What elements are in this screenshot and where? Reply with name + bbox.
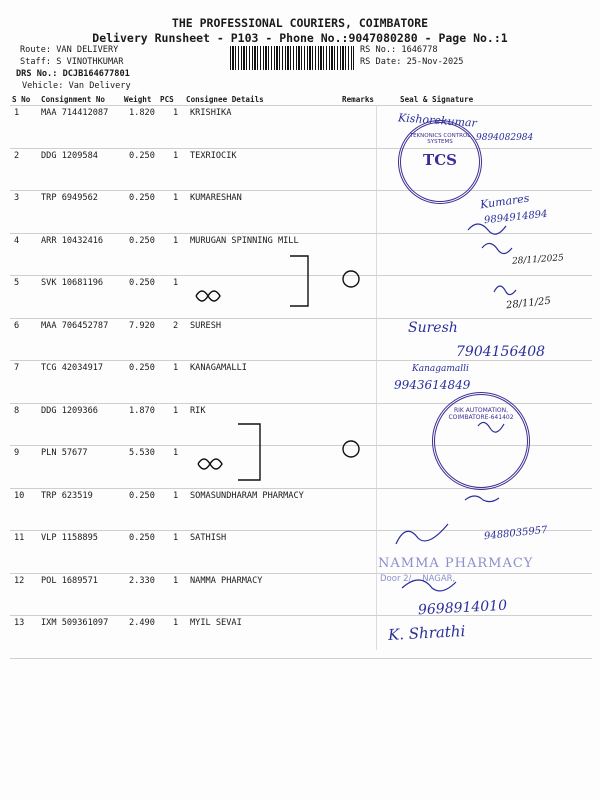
cell-weight: 0.250: [129, 278, 155, 288]
cell-consignee: NAMMA PHARMACY: [190, 575, 263, 586]
handwritten-name: Suresh: [408, 320, 458, 336]
cell-consignment: VLP 1158895: [41, 533, 98, 543]
cell-weight: 0.250: [129, 533, 155, 543]
cell-consignment: MAA 706452787: [41, 320, 109, 331]
cell-consignment: MAA 714412087: [41, 108, 109, 118]
row-rule: [10, 148, 592, 149]
cell-consignee: KRISHIKA: [190, 108, 232, 118]
vehicle-label: Vehicle: Van Delivery: [22, 81, 131, 91]
cell-pcs: 1: [173, 533, 179, 543]
signature-mark: [396, 524, 448, 544]
handwritten-name: Kishorekumar: [397, 111, 478, 130]
circle-mark: [343, 271, 359, 287]
header-rule: [10, 105, 592, 106]
runsheet-title: THE PROFESSIONAL COURIERS, COIMBATORE: [171, 16, 429, 30]
rs-date-label: RS Date: 25-Nov-2025: [360, 57, 464, 67]
tcs-stamp-text: TEKNONICS CONTROL SYSTEMS: [409, 133, 471, 145]
cell-weight: 7.920: [129, 320, 155, 331]
cell-consignment: TRP 6949562: [41, 193, 98, 203]
cell-pcs: 1: [173, 235, 179, 246]
cell-consignee: MURUGAN SPINNING MILL: [190, 235, 299, 246]
cell-sno: 6: [14, 320, 20, 331]
cell-sno: 13: [14, 618, 25, 628]
cell-weight: 0.250: [129, 363, 155, 373]
row-rule: [10, 658, 592, 659]
handwritten-phone: 9698914010: [417, 597, 508, 619]
pharmacy-stamp-address: Door 2/... NAGAR,: [380, 574, 456, 584]
cell-sno: 8: [14, 405, 20, 416]
loop-mark: [196, 291, 220, 301]
cell-weight: 2.490: [129, 618, 155, 628]
route-label: Route: VAN DELIVERY: [20, 45, 119, 55]
cell-weight: 1.870: [129, 405, 155, 416]
col-remarks: Remarks: [342, 95, 375, 104]
signature-mark: [465, 496, 499, 502]
handwritten-phone: 9488035957: [483, 524, 549, 543]
cell-consignment: PLN 57677: [41, 448, 88, 458]
cell-weight: 5.530: [129, 448, 155, 458]
handwritten-name: K. Shrathi: [387, 621, 466, 645]
cell-consignment: DDG 1209366: [41, 405, 98, 416]
cell-sno: 11: [14, 533, 25, 543]
pharmacy-stamp-name: NAMMA PHARMACY: [378, 556, 534, 571]
cell-weight: 2.330: [129, 575, 155, 586]
handwritten-phone: 7904156408: [456, 344, 546, 360]
cell-sno: 5: [14, 278, 20, 288]
cell-sno: 7: [14, 363, 20, 373]
cell-sno: 9: [14, 448, 20, 458]
cell-consignment: POL 1689571: [41, 575, 98, 586]
cell-weight: 0.250: [129, 150, 155, 161]
row-rule: [10, 233, 592, 234]
cell-pcs: 1: [173, 108, 179, 118]
staff-label: Staff: S VINOTHKUMAR: [20, 57, 124, 67]
cell-pcs: 1: [173, 448, 179, 458]
col-pcs: PCS: [160, 95, 174, 104]
cell-sno: 1: [14, 108, 20, 118]
cell-weight: 0.250: [129, 193, 155, 203]
signature-mark: [482, 243, 512, 253]
cell-weight: 1.820: [129, 108, 155, 118]
col-sno: S No: [12, 95, 31, 104]
handwritten-name: Kanagamalli: [412, 364, 469, 374]
cell-pcs: 1: [173, 150, 179, 161]
row-rule: [10, 573, 592, 574]
loop-mark: [198, 459, 222, 469]
cell-pcs: 1: [173, 363, 179, 373]
divider: [376, 105, 377, 650]
cell-pcs: 1: [173, 490, 179, 501]
cell-consignee: TEXRIOCIK: [190, 150, 237, 161]
handwritten-date: 28/11/25: [505, 295, 552, 312]
circle-mark: [343, 441, 359, 457]
cell-sno: 4: [14, 235, 20, 246]
tcs-stamp-center: TCS: [423, 151, 457, 169]
cell-consignee: RIK: [190, 405, 206, 416]
cell-weight: 0.250: [129, 490, 155, 501]
col-consignment: Consignment No: [41, 95, 106, 104]
cell-consignment: TCG 42034917: [41, 363, 104, 373]
col-seal: Seal & Signature: [400, 95, 474, 104]
cell-consignment: DDG 1209584: [41, 150, 98, 161]
cell-weight: 0.250: [129, 235, 155, 246]
handwritten-name: Kumares: [479, 191, 531, 212]
cell-consignment: IXM 509361097: [41, 618, 109, 628]
cell-sno: 2: [14, 150, 20, 161]
cell-sno: 12: [14, 575, 25, 586]
cell-consignee: SATHISH: [190, 533, 227, 543]
barcode: [230, 46, 354, 70]
cell-consignee: KUMARESHAN: [190, 193, 242, 203]
cell-consignee: SOMASUNDHARAM PHARMACY: [190, 490, 304, 501]
drs-label: DRS No.: DCJB164677801: [16, 69, 130, 79]
handwritten-phone: 9894914894: [483, 208, 549, 227]
handwritten-phone: 9894082984: [476, 133, 534, 143]
row-rule: [10, 360, 592, 361]
row-rule: [10, 275, 592, 276]
row-rule: [10, 190, 592, 191]
cell-pcs: 1: [173, 278, 179, 288]
handwritten-date: 28/11/2025: [511, 253, 565, 267]
cell-pcs: 1: [173, 575, 179, 586]
cell-pcs: 2: [173, 320, 179, 331]
cell-pcs: 1: [173, 405, 179, 416]
cell-consignee: MYIL SEVAI: [190, 618, 242, 628]
rik-stamp-text: RIK AUTOMATION, COIMBATORE-641402: [448, 407, 514, 421]
signature-mark: [494, 286, 516, 295]
cell-sno: 3: [14, 193, 20, 203]
delivery-bracket: [290, 256, 308, 306]
col-consignee: Consignee Details: [186, 95, 264, 104]
cell-sno: 10: [14, 490, 25, 501]
cell-consignment: ARR 10432416: [41, 235, 104, 246]
tcs-stamp: [398, 120, 482, 204]
rik-stamp: [432, 392, 530, 490]
cell-consignee: SURESH: [190, 320, 222, 331]
row-rule: [10, 615, 592, 616]
cell-consignment: SVK 10681196: [41, 278, 104, 288]
row-rule: [10, 488, 592, 489]
handwritten-phone: 9943614849: [394, 378, 471, 392]
cell-pcs: 1: [173, 618, 179, 628]
col-weight: Weight: [124, 95, 152, 104]
row-rule: [10, 318, 592, 319]
rs-no-label: RS No.: 1646778: [360, 45, 438, 55]
cell-consignee: KANAGAMALLI: [190, 363, 247, 373]
delivery-bracket: [238, 424, 260, 480]
cell-pcs: 1: [173, 193, 179, 203]
runsheet-subtitle: Delivery Runsheet - P103 - Phone No.:9047080280 - Page No.:1: [92, 31, 508, 45]
cell-consignment: TRP 623519: [41, 490, 93, 501]
